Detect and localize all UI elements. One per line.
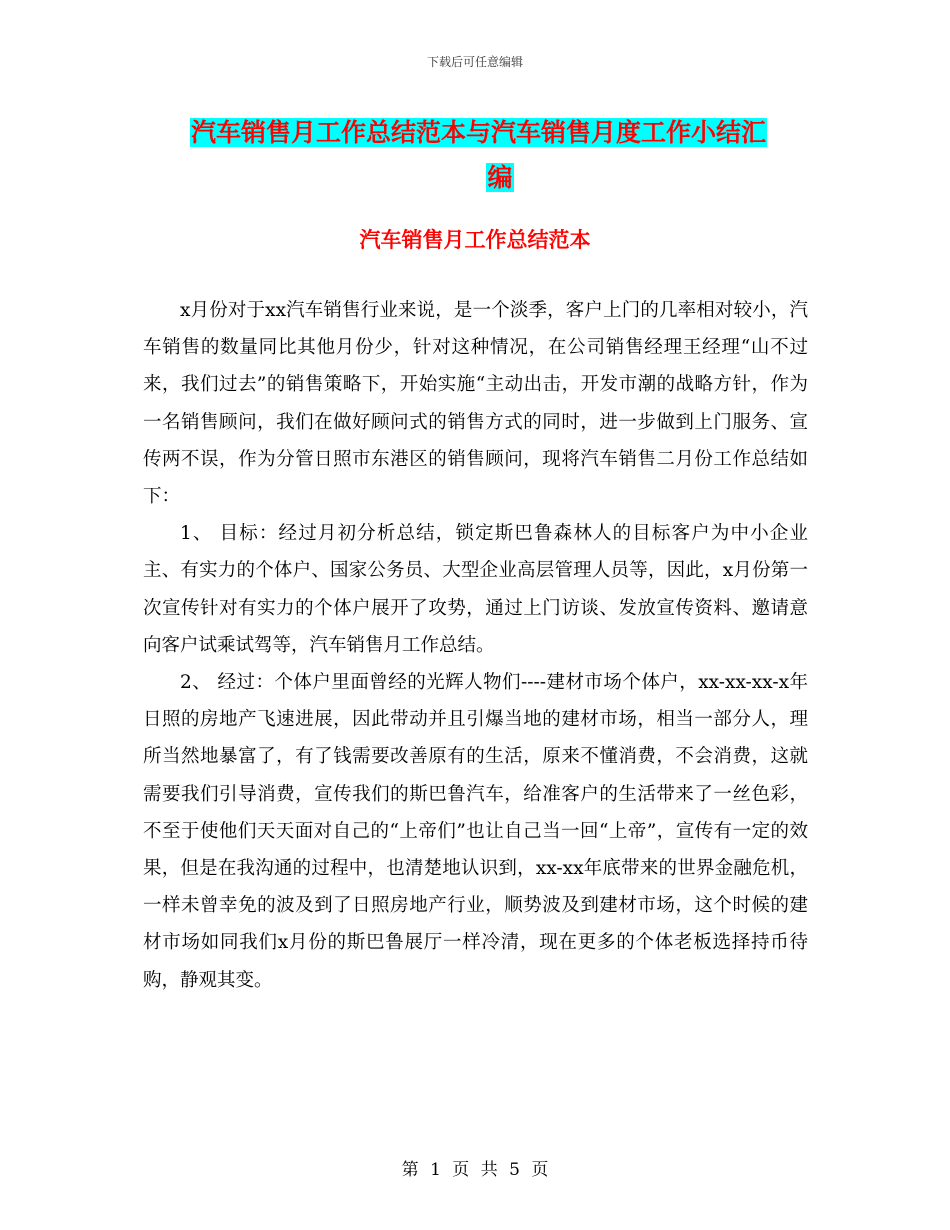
page-number: 第 1 页 共 5 页: [401, 1160, 549, 1180]
section-title: 汽车销售月工作总结范本: [359, 228, 591, 252]
document-title: [190, 110, 810, 200]
header-note: 下载后可任意编辑: [426, 55, 523, 69]
paragraph-intro: x月份对于xx汽车销售行业来说，是一个淡季，客户上门的几率相对较小，汽车销售的数量同比其他月份少，针对这种情况，在公司销售经理王经理“山不过来，我们过去”的销售策略下，开始实施“主动出击，开发市潮的战略方针，作为一名销售顾问，我们在做好顾问式的销售方式的同时，进一步做到上门服务、宣传两不误，作为分管日照市东港区的销售顾问，现将汽车销售二月份工作总结如下：: [143, 300, 808, 508]
paragraph-goal: 1、 目标：经过月初分析总结，锁定斯巴鲁森林人的目标客户为中小企业主、有实力的个体户、国家公务员、大型企业高层管理人员等，因此，x月份第一次宣传针对有实力的个体户展开了攻势，通过上门访谈、发放宣传资料、邀请意向客户试乘试驾等，汽车销售月工作总结。: [143, 523, 808, 656]
title-line-1-text: 汽车销售月工作总结范本与汽车销售月度工作小结汇: [191, 118, 767, 147]
title-line-2-text: 编: [487, 163, 513, 192]
paragraph-process: 2、 经过：个体户里面曾经的光辉人物们----建材市场个体户，xx-xx-xx-x年日照的房地产飞速进展，因此带动并且引爆当地的建材市场，相当一部分人，理所当然地暴富了，有了钱需要改善原有的生活，原来不懂消费，不会消费，这就需要我们引导消费，宣传我们的斯巴鲁汽车，给准客户的生活带来了一丝色彩，不至于使他们天天面对自己的“上帝们”也让自己当一回“上帝”，宣传有一定的效果，但是在我沟通的过程中，也清楚地认识到，xx-xx年底带来的世界金融危机，一样未曾幸免的波及到了日照房地产行业，顺势波及到建材市场，这个时候的建材市场如同我们x月份的斯巴鲁展厅一样冷清，现在更多的个体老板选择持币待购，静观其变。: [143, 672, 808, 991]
title-line-2: [190, 155, 810, 200]
title-line-1: [190, 110, 810, 155]
body-text: [143, 292, 808, 999]
